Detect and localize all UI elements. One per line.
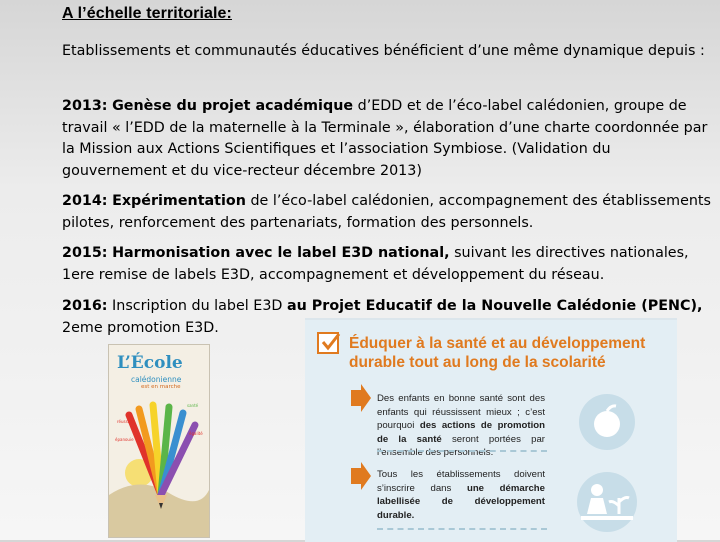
- infographic-panel: [305, 318, 677, 542]
- infographic-title: Éduquer à la santé et au développement durable tout au long de la scolarité: [349, 335, 646, 371]
- poster-subtitle-2: est en marche: [141, 384, 181, 390]
- poster-image: [108, 344, 210, 538]
- item-text: de l’éco-label calédonien, accompagnement des établissements pilotes, renforcement des partenariats, formation des personnels.: [62, 193, 711, 231]
- item-year: 2014:: [62, 193, 108, 209]
- svg-text:égalité: égalité: [189, 431, 203, 436]
- text-part-bold: une démarche labellisée de développement durable.: [377, 482, 545, 521]
- item-heading: Genèse du projet académique: [112, 98, 354, 114]
- item-text: d’EDD et de l’éco-label calédonien, groupe de travail « l’EDD de la maternelle à la Terminale », élaboration d’une charte coordonnée par la Mission aux Actions Scientifiques et l’association Symbiose. (Validation du gouvernement et du vice-recteur décembre 2013): [62, 98, 708, 179]
- item-heading: au Projet Educatif de la Nouvelle Calédonie (PENC),: [287, 298, 703, 314]
- svg-text:épanouie: épanouie: [115, 437, 134, 442]
- item-year: 2015:: [62, 245, 108, 261]
- item-text: suivant les directives nationales, 1ere remise de labels E3D, accompagnement et développement du réseau.: [62, 245, 689, 283]
- timeline-item-2013: [62, 96, 714, 182]
- text-part-bold: des actions de promotion de la santé: [377, 420, 545, 445]
- timeline-item-2015: [62, 243, 714, 286]
- svg-text:santé: santé: [187, 403, 199, 408]
- infographic-header: [305, 324, 677, 378]
- infographic-text-2: [377, 468, 545, 522]
- item-prefix: Inscription du label E3D: [107, 298, 287, 314]
- poster-title: L’École: [117, 353, 183, 373]
- apple-illustration-icon: [573, 392, 643, 454]
- arrow-right-icon: [351, 384, 371, 412]
- item-heading: Harmonisation avec le label E3D national,: [112, 245, 450, 261]
- text-part: Tous les établissements doivent s’inscrire dans: [377, 469, 545, 494]
- text-part: Des enfants en bonne santé sont des enfants qui réussissent mieux ; c’est pourquoi: [377, 393, 545, 432]
- arrow-right-icon: [351, 462, 371, 490]
- gardening-illustration-icon: [567, 468, 647, 534]
- pencils-illustration: [109, 345, 209, 537]
- slide-title: A l’échelle territoriale:: [62, 5, 232, 22]
- divider: [377, 450, 547, 452]
- poster-subtitle: calédonienne: [131, 375, 182, 384]
- divider: [377, 528, 547, 530]
- item-text: 2eme promotion E3D.: [62, 319, 219, 336]
- checkbox-icon: [317, 332, 339, 354]
- svg-text:réussite: réussite: [117, 419, 133, 424]
- item-heading: Expérimentation: [112, 193, 246, 209]
- item-year: 2013:: [62, 98, 108, 114]
- item-year: 2016:: [62, 298, 108, 314]
- intro-paragraph: Etablissements et communautés éducatives bénéficient d’une même dynamique depuis :: [62, 43, 705, 59]
- text-part: seront portées par l’ensemble des personnels.: [377, 433, 546, 459]
- timeline-item-2014: [62, 191, 714, 234]
